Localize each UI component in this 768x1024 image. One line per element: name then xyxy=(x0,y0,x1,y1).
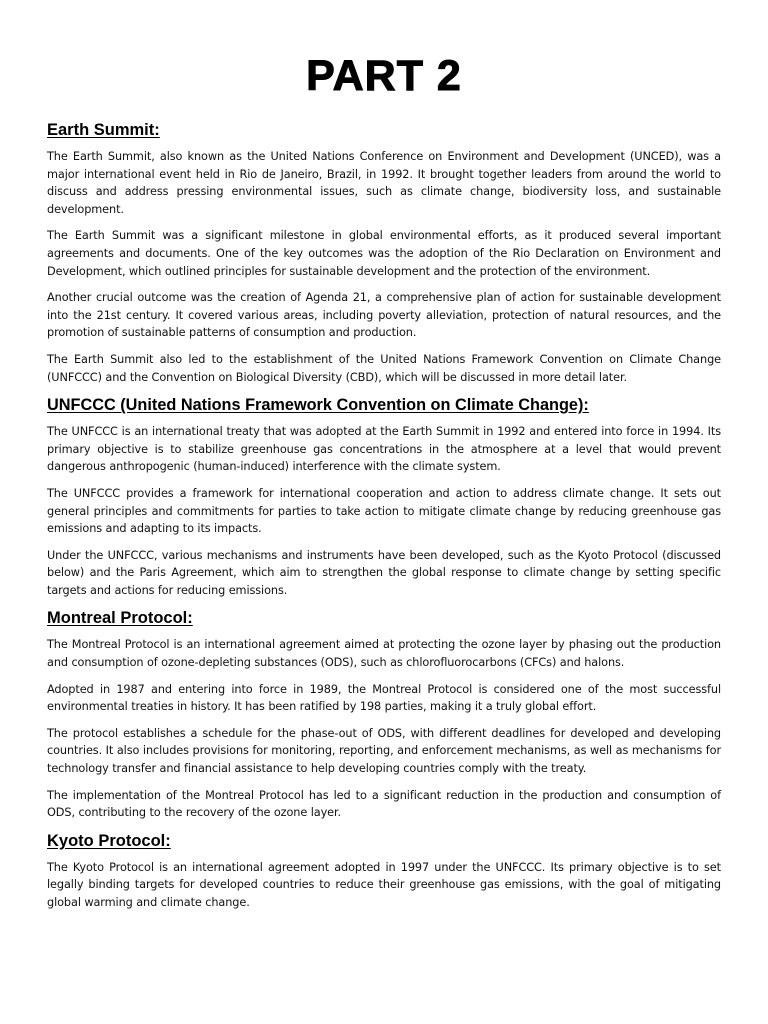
paragraph: The Earth Summit also led to the establishment of the United Nations Framework Convention on Climate Change (UNFCCC) and the Convention on Biological Diversity (CBD), which will be discussed in more detail later. xyxy=(47,352,721,384)
paragraph: Adopted in 1987 and entering into force in 1989, the Montreal Protocol is considered one of the most successful environmental treaties in history. It has been ratified by 198 parties, making it a truly global effort. xyxy=(47,682,721,714)
section-unfccc xyxy=(47,395,721,599)
paragraph: The implementation of the Montreal Protocol has led to a significant reduction in the production and consumption of ODS, contributing to the recovery of the ozone layer. xyxy=(47,788,721,820)
document-page xyxy=(47,50,721,921)
paragraph: Another crucial outcome was the creation of Agenda 21, a comprehensive plan of action for sustainable development into the 21st century. It covered various areas, including poverty alleviation, protection of natural resources, and the promotion of sustainable patterns of consumption and production. xyxy=(47,291,721,340)
section-heading: Kyoto Protocol: xyxy=(47,831,171,850)
paragraph: The Kyoto Protocol is an international agreement adopted in 1997 under the UNFCCC. Its primary objective is to set legally binding targets for developed countries to reduce their greenhouse gas emissions, with the goal of mitigating global warming and climate change. xyxy=(47,860,721,909)
paragraph: The Earth Summit, also known as the United Nations Conference on Environment and Development (UNCED), was a major international event held in Rio de Janeiro, Brazil, in 1992. It brought together leaders from around the world to discuss and address pressing environmental issues, such as climate change, biodiversity loss, and sustainable development. xyxy=(47,150,721,216)
section-heading: Montreal Protocol: xyxy=(47,609,193,628)
paragraph: The UNFCCC is an international treaty that was adopted at the Earth Summit in 1992 and entered into force in 1994. Its primary objective is to stabilize greenhouse gas concentrations in the atmosphere at a level that would prevent dangerous anthropogenic (human-induced) interference with the climate system. xyxy=(47,425,721,474)
paragraph: The Montreal Protocol is an international agreement aimed at protecting the ozone layer by phasing out the production and consumption of ozone-depleting substances (ODS), such as chlorofluorocarbons (CFCs) and halons. xyxy=(47,638,721,670)
paragraph: The UNFCCC provides a framework for international cooperation and action to address climate change. It sets out general principles and commitments for parties to take action to mitigate climate change by reducing greenhouse gas emissions and adapting to its impacts. xyxy=(47,486,721,536)
paragraph: Under the UNFCCC, various mechanisms and instruments have been developed, such as the Kyoto Protocol (discussed below) and the Paris Agreement, which aim to strengthen the global response to climate change by setting specific targets and actions for reducing emissions. xyxy=(47,548,721,597)
section-heading: Earth Summit: xyxy=(47,121,160,139)
section-heading: UNFCCC (United Nations Framework Convention on Climate Change): xyxy=(47,396,589,415)
section-earth-summit xyxy=(47,120,721,386)
paragraph: The Earth Summit was a significant milestone in global environmental efforts, as it produced several important agreements and documents. One of the key outcomes was the adoption of the Rio Declaration on Environment and Development, which outlined principles for sustainable development and the protection of the environment. xyxy=(47,229,721,278)
section-kyoto-protocol xyxy=(47,831,721,912)
section-montreal-protocol xyxy=(47,608,721,821)
page-title: PART 2 xyxy=(306,52,462,100)
paragraph: The protocol establishes a schedule for the phase-out of ODS, with different deadlines for developed and developing countries. It also includes provisions for monitoring, reporting, and enforcement mechanisms, as well as mechanisms for technology transfer and financial assistance to help developing countries comply with the treaty. xyxy=(47,726,721,776)
